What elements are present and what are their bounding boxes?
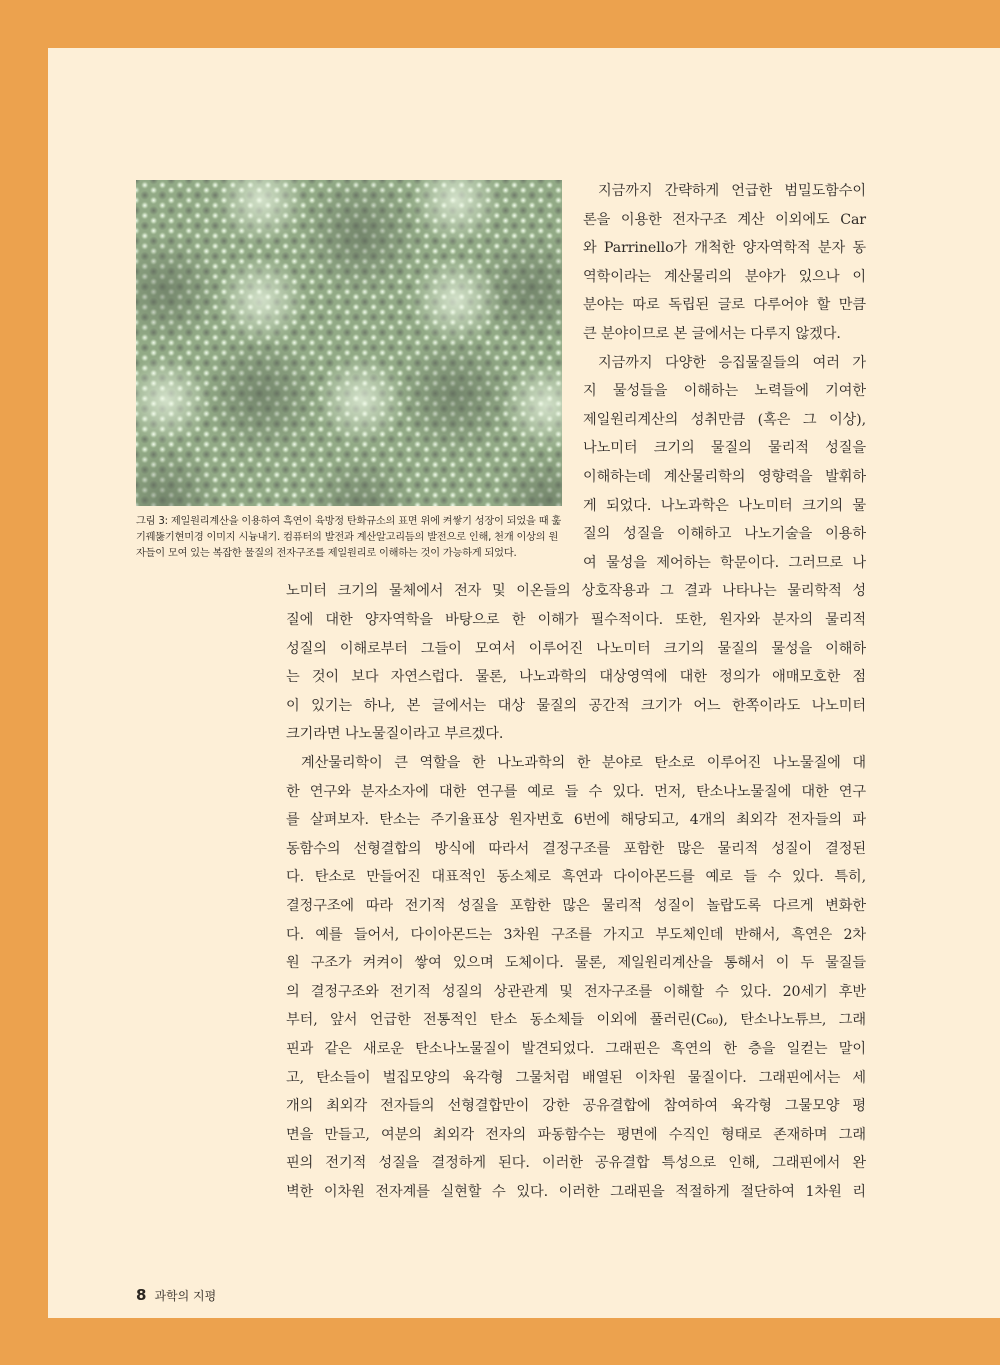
body-line: 크기라면 나노물질이라고 부르겠다.: [286, 726, 504, 743]
body-line: 와 Parrinello가 개척한 양자역학적 분자 동: [583, 240, 866, 257]
body-line: 노미터 크기의 물체에서 전자 및 이온들의 상호작용과 그 결과 나타나는 물리학적 성: [286, 583, 866, 600]
body-line: 론을 이용한 전자구조 계산 이외에도 Car: [583, 211, 866, 228]
page-number: 8: [136, 1286, 147, 1304]
publication-title: 과학의 지평: [154, 1289, 217, 1303]
body-line: 지금까지 간략하게 언급한 범밀도함수이: [598, 183, 866, 199]
body-line: 여 물성을 제어하는 학문이다. 그러므로 나: [583, 554, 866, 571]
body-line: 개의 최외각 전자들의 선형결합만이 강한 공유결합에 참여하여 육각형 그물모양 평: [286, 1098, 866, 1115]
body-line: 다. 예를 들어서, 다이아몬드는 3차원 구조를 가지고 부도체인데 반해서, 흑연은 2차: [286, 926, 866, 943]
body-line: 이해하는데 계산물리학의 영향력을 발휘하: [583, 469, 866, 485]
body-line: 벽한 이차원 전자계를 실현할 수 있다. 이러한 그래핀을 적절하게 절단하여 1차원 리: [286, 1184, 866, 1200]
body-line: 큰 분야이므로 본 글에서는 다루지 않겠다.: [583, 326, 841, 342]
body-line: 역학이라는 계산물리의 분야가 있으나 이: [583, 268, 866, 285]
body-line: 지 물성들을 이해하는 노력들에 기여한: [583, 383, 866, 400]
body-line: 다. 탄소로 만들어진 대표적인 동소체로 흑연과 다이아몬드를 예로 들 수 있다. 특히,: [286, 869, 866, 886]
body-line: 는 것이 보다 자연스럽다. 물론, 나노과학의 대상영역에 대한 정의가 애매모호한 점: [286, 669, 866, 686]
body-line: 제일원리계산의 성취만큼 (혹은 그 이상),: [583, 411, 866, 428]
body-line: 핀과 같은 새로운 탄소나노물질이 발견되었다. 그래핀은 흑연의 한 층을 일컫는 말이: [286, 1041, 866, 1057]
body-line: 동함수의 선형결합의 방식에 따라서 결정구조를 포함한 많은 물리적 성질이 결정된: [286, 840, 866, 857]
figure-caption: 그림 3: 제일원리계산을 이용하여 흑연이 육방정 탄화규소의 표면 위에 켜쌓기 성장이 되었을 때 훑기꿰뚫기현미경 이미지 시늉내기. 컴퓨터의 발전과 계산알고리듬의 발전으로 인해, 천개 이상의 원자들이 모여 있는 복잡한 물질의 전자구조를 제일원리로 이해하는 것이 가능하게 되었다.: [136, 516, 562, 559]
body-line: 질에 대한 양자역학을 바탕으로 한 이해가 필수적이다. 또한, 원자와 분자의 물리적: [286, 612, 866, 628]
body-line: 원 구조가 켜켜이 쌓여 있으며 도체이다. 물론, 제일원리계산을 통해서 이 두 물질들: [286, 955, 866, 972]
body-line: 결정구조에 따라 전기적 성질을 포함한 많은 물리적 성질이 놀랍도록 다르게 변화한: [286, 898, 866, 914]
stm-simulation-figure: [136, 180, 562, 506]
body-line: 고, 탄소들이 벌집모양의 육각형 그물처럼 배열된 이차원 물질이다. 그래핀에서는 세: [286, 1069, 866, 1086]
body-line: 질의 성질을 이해하고 나노기술을 이용하: [583, 526, 866, 543]
graphene-on-sic-stm-image: [136, 180, 562, 506]
body-line: 분야는 따로 독립된 글로 다루어야 할 만큼: [583, 297, 866, 314]
body-line: 한 연구와 분자소자에 대한 연구를 예로 들 수 있다. 먼저, 탄소나노물질에 대한 연구: [286, 783, 866, 800]
body-line: 부터, 앞서 언급한 전통적인 탄소 동소체들 이외에 풀러린(C₆₀), 탄소나노튜브, 그래: [286, 1012, 866, 1029]
body-line: 면을 만들고, 여분의 최외각 전자의 파동함수는 평면에 수직인 형태로 존재하며 그래: [286, 1126, 866, 1143]
body-line: 를 살펴보자. 탄소는 주기율표상 원자번호 6번에 해당되고, 4개의 최외각 전자들의 파: [286, 812, 866, 829]
body-line: 이 있기는 하나, 본 글에서는 대상 물질의 공간적 크기가 어느 한쪽이라도 나노미터: [286, 697, 866, 714]
body-line: 성질의 이해로부터 그들이 모여서 이루어진 나노미터 크기의 물질의 물성을 이해하: [286, 640, 866, 657]
body-line: 나노미터 크기의 물질의 물리적 성질을: [583, 440, 866, 457]
page-footer: [136, 1286, 216, 1304]
body-line: 지금까지 다양한 응집물질들의 여러 가: [598, 354, 866, 371]
body-line: 계산물리학이 큰 역할을 한 나노과학의 한 분야로 탄소로 이루어진 나노물질에 대: [301, 755, 866, 771]
body-line: 핀의 전기적 성질을 결정하게 된다. 이러한 공유결합 특성으로 인해, 그래핀에서 완: [286, 1155, 866, 1172]
body-line: 게 되었다. 나노과학은 나노미터 크기의 물: [583, 497, 866, 514]
body-line: 의 결정구조와 전기적 성질의 상관관계 및 전자구조를 이해할 수 있다. 20세기 후반: [286, 983, 866, 1000]
